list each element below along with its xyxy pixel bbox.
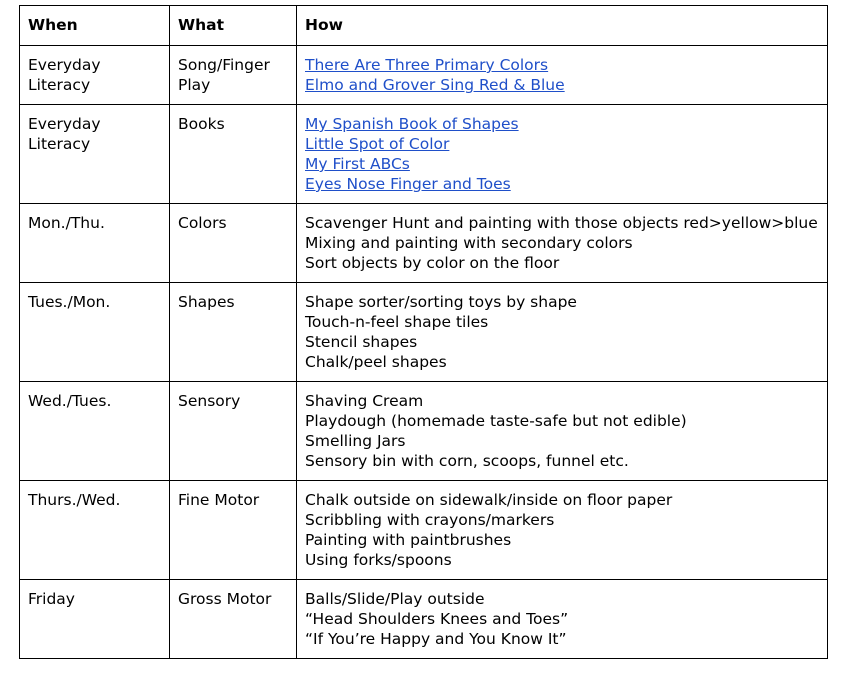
cell-what: Fine Motor — [170, 481, 297, 580]
cell-how — [297, 382, 828, 481]
activity-item: “If You’re Happy and You Know It” — [305, 630, 567, 648]
activity-item: Shaving Cream — [305, 392, 424, 410]
cell-when: Wed./Tues. — [20, 382, 170, 481]
header-row — [20, 6, 828, 46]
cell-when: Everyday Literacy — [20, 46, 170, 105]
activity-item: Chalk/peel shapes — [305, 353, 447, 371]
activity-item: “Head Shoulders Knees and Toes” — [305, 610, 569, 628]
resource-link[interactable]: There Are Three Primary Colors — [305, 56, 549, 74]
activity-item: Touch-n-feel shape tiles — [305, 313, 489, 331]
cell-how — [297, 204, 828, 283]
cell-when: Friday — [20, 580, 170, 659]
header-how: How — [297, 6, 828, 46]
table-header — [20, 6, 828, 46]
cell-when: Tues./Mon. — [20, 283, 170, 382]
activity-item: Scavenger Hunt and painting with those objects red>yellow>blue — [305, 214, 818, 232]
activity-item: Using forks/spoons — [305, 551, 452, 569]
activity-item: Stencil shapes — [305, 333, 418, 351]
table-row — [20, 580, 828, 659]
activity-item: Balls/Slide/Play outside — [305, 590, 485, 608]
table-row — [20, 481, 828, 580]
cell-how — [297, 580, 828, 659]
activity-item: Scribbling with crayons/markers — [305, 511, 555, 529]
cell-how — [297, 105, 828, 204]
activity-item: Shape sorter/sorting toys by shape — [305, 293, 577, 311]
activity-plan-table — [19, 5, 828, 659]
resource-link[interactable]: My Spanish Book of Shapes — [305, 115, 519, 133]
cell-when: Everyday Literacy — [20, 105, 170, 204]
cell-what: Shapes — [170, 283, 297, 382]
resource-link[interactable]: Eyes Nose Finger and Toes — [305, 175, 511, 193]
header-when: When — [20, 6, 170, 46]
table-row — [20, 382, 828, 481]
resource-link[interactable]: My First ABCs — [305, 155, 410, 173]
cell-how — [297, 46, 828, 105]
resource-link[interactable]: Little Spot of Color — [305, 135, 450, 153]
activity-item: Playdough (homemade taste-safe but not edible) — [305, 412, 687, 430]
cell-what: Gross Motor — [170, 580, 297, 659]
table-row — [20, 46, 828, 105]
table-row — [20, 204, 828, 283]
header-what: What — [170, 6, 297, 46]
cell-what: Sensory — [170, 382, 297, 481]
activity-item: Mixing and painting with secondary colors — [305, 234, 633, 252]
activity-item: Smelling Jars — [305, 432, 406, 450]
cell-what: Colors — [170, 204, 297, 283]
table-row — [20, 105, 828, 204]
activity-item: Painting with paintbrushes — [305, 531, 512, 549]
cell-how — [297, 481, 828, 580]
cell-what: Song/Finger Play — [170, 46, 297, 105]
table-body — [20, 46, 828, 659]
cell-when: Mon./Thu. — [20, 204, 170, 283]
cell-how — [297, 283, 828, 382]
cell-what: Books — [170, 105, 297, 204]
activity-item: Sort objects by color on the floor — [305, 254, 560, 272]
table-row — [20, 283, 828, 382]
resource-link[interactable]: Elmo and Grover Sing Red & Blue — [305, 76, 565, 94]
cell-when: Thurs./Wed. — [20, 481, 170, 580]
activity-item: Chalk outside on sidewalk/inside on floor paper — [305, 491, 673, 509]
activity-item: Sensory bin with corn, scoops, funnel etc. — [305, 452, 629, 470]
